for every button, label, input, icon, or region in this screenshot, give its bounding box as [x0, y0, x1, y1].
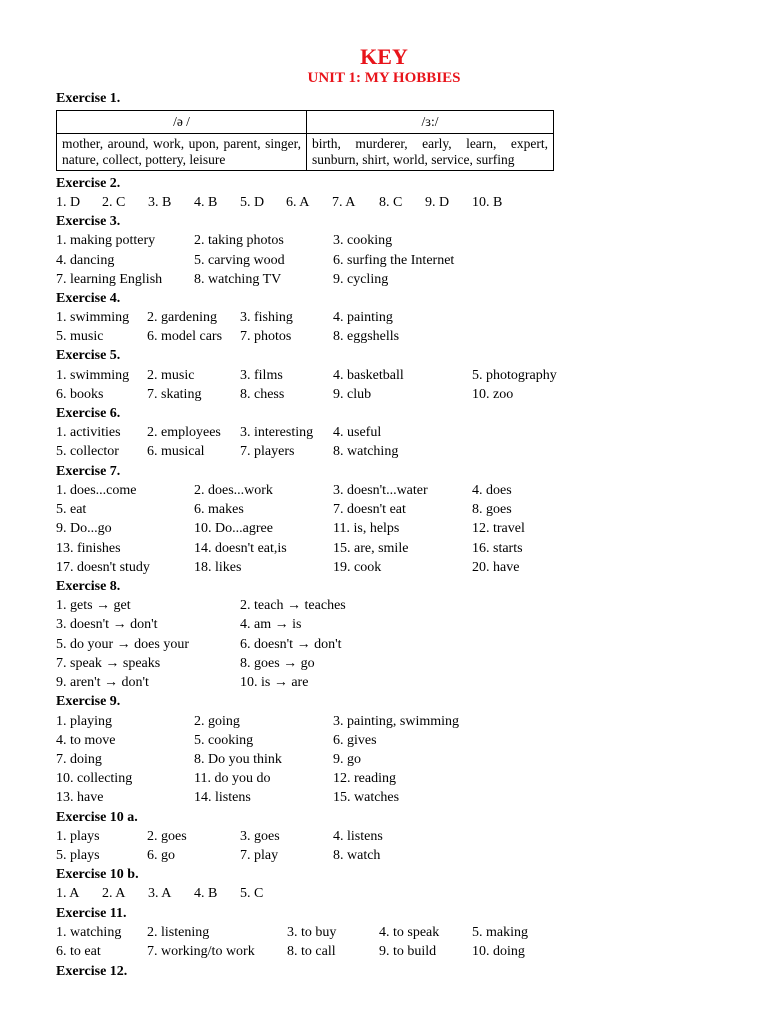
- answer-item: 3. cooking: [333, 233, 393, 248]
- answer-item: 8. goes → go: [240, 656, 315, 671]
- exercise-7-answer-row: [56, 521, 756, 540]
- exercise-4-answer-row: [56, 310, 756, 329]
- exercise-7-answer-row: [56, 560, 756, 579]
- unit-title: UNIT 1: MY HOBBIES: [307, 70, 461, 86]
- answer-item: 2. gardening: [147, 310, 217, 325]
- answer-item: 4. to speak: [379, 925, 440, 940]
- exercise-11-answer-row: [56, 925, 756, 944]
- answer-item: 6. surfing the Internet: [333, 253, 455, 268]
- answer-item: 2. C: [102, 195, 126, 210]
- answer-item: 5. plays: [56, 848, 100, 863]
- answer-item: 13. have: [56, 790, 104, 805]
- schwa-words-cell: mother, around, work, upon, parent, singer, nature, collect, pottery, leisure: [57, 134, 307, 171]
- answer-item: 2. does...work: [194, 483, 273, 498]
- answer-item: 9. to build: [379, 944, 437, 959]
- exercise-8-answer-row: [56, 637, 756, 656]
- answer-item: 7. learning English: [56, 272, 163, 287]
- answer-item: 17. doesn't study: [56, 560, 150, 575]
- exercise-9-answer-row: [56, 790, 756, 809]
- answer-item: 10. Do...agree: [194, 521, 273, 536]
- exercise-9-answer-row: [56, 752, 756, 771]
- answer-item: 4. listens: [333, 829, 383, 844]
- answer-item: 8. watching: [333, 444, 399, 459]
- exercise-10b-heading: Exercise 10 b.: [56, 867, 139, 882]
- answer-item: 14. listens: [194, 790, 251, 805]
- answer-item: 16. starts: [472, 541, 523, 556]
- exercise-10a-answer-row: [56, 848, 756, 867]
- answer-item: 1. gets → get: [56, 598, 131, 613]
- er-column-header: /ɜ:/: [307, 111, 554, 134]
- exercise-10b-answer-row: [56, 886, 756, 905]
- exercise-8-answer-row: [56, 598, 756, 617]
- exercise-7-answer-row: [56, 502, 756, 521]
- answer-item: 9. club: [333, 387, 372, 402]
- exercise-3-heading: Exercise 3.: [56, 214, 121, 229]
- exercise-3-answer-row: [56, 253, 756, 272]
- answer-item: 5. D: [240, 195, 265, 210]
- answer-item: 1. activities: [56, 425, 121, 440]
- answer-item: 6. musical: [147, 444, 205, 459]
- answer-item: 11. do you do: [194, 771, 271, 786]
- schwa-column-header: /ə /: [57, 111, 307, 134]
- answer-item: 2. music: [147, 368, 195, 383]
- answer-item: 7. players: [240, 444, 295, 459]
- exercise-10a-answer-row: [56, 829, 756, 848]
- answer-item: 5. carving wood: [194, 253, 285, 268]
- exercise-3-answer-row: [56, 233, 756, 252]
- answer-item: 5. do your → does your: [56, 637, 189, 652]
- answer-item: 5. collector: [56, 444, 119, 459]
- answer-item: 10. is → are: [240, 675, 309, 690]
- answer-item: 3. painting, swimming: [333, 714, 459, 729]
- answer-item: 3. films: [240, 368, 283, 383]
- exercise-7-heading: Exercise 7.: [56, 464, 121, 479]
- exercise-4-answer-row: [56, 329, 756, 348]
- answer-item: 9. cycling: [333, 272, 389, 287]
- exercise-4-heading: Exercise 4.: [56, 291, 121, 306]
- answer-item: 6. model cars: [147, 329, 223, 344]
- answer-item: 2. going: [194, 714, 240, 729]
- answer-item: 10. collecting: [56, 771, 133, 786]
- answer-item: 9. Do...go: [56, 521, 112, 536]
- exercise-8-answer-row: [56, 656, 756, 675]
- answer-item: 12. reading: [333, 771, 396, 786]
- answer-item: 1. playing: [56, 714, 112, 729]
- answer-item: 4. B: [194, 195, 218, 210]
- exercise-8-answer-row: [56, 675, 756, 694]
- answer-item: 8. chess: [240, 387, 285, 402]
- answer-item: 8. watching TV: [194, 272, 282, 287]
- answer-item: 7. play: [240, 848, 279, 863]
- answer-item: 7. speak → speaks: [56, 656, 161, 671]
- answer-item: 2. employees: [147, 425, 221, 440]
- answer-item: 4. am → is: [240, 617, 302, 632]
- answer-item: 4. useful: [333, 425, 382, 440]
- answer-item: 8. C: [379, 195, 403, 210]
- answer-item: 8. Do you think: [194, 752, 282, 767]
- exercise-1-heading: Exercise 1.: [56, 91, 121, 106]
- answer-item: 1. plays: [56, 829, 100, 844]
- answer-item: 8. to call: [287, 944, 336, 959]
- answer-item: 5. C: [240, 886, 264, 901]
- answer-item: 3. interesting: [240, 425, 314, 440]
- answer-item: 6. makes: [194, 502, 244, 517]
- answer-item: 15. are, smile: [333, 541, 409, 556]
- exercise-9-heading: Exercise 9.: [56, 694, 121, 709]
- exercise-10a-heading: Exercise 10 a.: [56, 810, 138, 825]
- answer-item: 19. cook: [333, 560, 382, 575]
- answer-item: 10. zoo: [472, 387, 514, 402]
- exercise-9-answer-row: [56, 771, 756, 790]
- answer-item: 7. doesn't eat: [333, 502, 406, 517]
- answer-item: 5. music: [56, 329, 104, 344]
- answer-item: 4. B: [194, 886, 218, 901]
- answer-item: 1. A: [56, 886, 80, 901]
- answer-item: 15. watches: [333, 790, 400, 805]
- exercise-8-heading: Exercise 8.: [56, 579, 121, 594]
- answer-item: 6. to eat: [56, 944, 101, 959]
- answer-item: 8. eggshells: [333, 329, 400, 344]
- answer-item: 7. doing: [56, 752, 102, 767]
- sound-table: [56, 110, 554, 171]
- answer-item: 5. cooking: [194, 733, 254, 748]
- answer-item: 3. fishing: [240, 310, 293, 325]
- answer-item: 6. doesn't → don't: [240, 637, 342, 652]
- answer-item: 2. listening: [147, 925, 210, 940]
- exercise-11-heading: Exercise 11.: [56, 906, 127, 921]
- answer-item: 5. photography: [472, 368, 557, 383]
- answer-item: 3. doesn't → don't: [56, 617, 158, 632]
- answer-item: 8. watch: [333, 848, 381, 863]
- answer-item: 18. likes: [194, 560, 242, 575]
- sound-table-row: [57, 134, 554, 171]
- exercise-2-answer-row: [56, 195, 756, 214]
- answer-item: 7. photos: [240, 329, 292, 344]
- exercise-5-answer-row: [56, 387, 756, 406]
- exercise-9-answer-row: [56, 733, 756, 752]
- exercise-5-heading: Exercise 5.: [56, 348, 121, 363]
- answer-item: 6. gives: [333, 733, 377, 748]
- answer-item: 1. does...come: [56, 483, 137, 498]
- answer-item: 2. A: [102, 886, 126, 901]
- answer-item: 11. is, helps: [333, 521, 400, 536]
- answer-item: 5. making: [472, 925, 528, 940]
- answer-item: 1. watching: [56, 925, 122, 940]
- answer-item: 4. dancing: [56, 253, 115, 268]
- exercise-12-heading: Exercise 12.: [56, 964, 128, 979]
- answer-item: 9. D: [425, 195, 450, 210]
- answer-item: 6. books: [56, 387, 104, 402]
- exercise-2-heading: Exercise 2.: [56, 176, 121, 191]
- answer-item: 2. goes: [147, 829, 187, 844]
- answer-item: 12. travel: [472, 521, 525, 536]
- answer-item: 5. eat: [56, 502, 87, 517]
- answer-item: 2. teach → teaches: [240, 598, 346, 613]
- answer-item: 20. have: [472, 560, 520, 575]
- answer-item: 13. finishes: [56, 541, 121, 556]
- answer-item: 3. doesn't...water: [333, 483, 428, 498]
- answer-item: 7. working/to work: [147, 944, 255, 959]
- answer-item: 1. D: [56, 195, 81, 210]
- exercise-8-answer-row: [56, 617, 756, 636]
- answer-item: 8. goes: [472, 502, 512, 517]
- answer-item: 6. A: [286, 195, 310, 210]
- answer-item: 2. taking photos: [194, 233, 284, 248]
- exercise-6-answer-row: [56, 444, 756, 463]
- exercise-6-answer-row: [56, 425, 756, 444]
- exercise-5-answer-row: [56, 368, 756, 387]
- answer-item: 7. A: [332, 195, 356, 210]
- exercise-7-answer-row: [56, 483, 756, 502]
- answer-item: 3. B: [148, 195, 172, 210]
- answer-item: 1. making pottery: [56, 233, 156, 248]
- answer-item: 4. to move: [56, 733, 116, 748]
- answer-item: 9. go: [333, 752, 361, 767]
- exercise-11-answer-row: [56, 944, 756, 963]
- answer-item: 9. aren't → don't: [56, 675, 149, 690]
- exercise-3-answer-row: [56, 272, 756, 291]
- answer-item: 4. painting: [333, 310, 393, 325]
- answer-item: 10. doing: [472, 944, 525, 959]
- answer-item: 3. goes: [240, 829, 280, 844]
- page-title: KEY: [360, 44, 408, 69]
- sound-table-header: [57, 111, 554, 134]
- answer-item: 4. does: [472, 483, 512, 498]
- answer-item: 4. basketball: [333, 368, 404, 383]
- answer-item: 3. A: [148, 886, 172, 901]
- answer-item: 10. B: [472, 195, 503, 210]
- er-words-cell: birth, murderer, early, learn, expert, sunburn, shirt, world, service, surfing: [307, 134, 554, 171]
- answer-item: 3. to buy: [287, 925, 337, 940]
- answer-item: 1. swimming: [56, 368, 130, 383]
- answer-item: 7. skating: [147, 387, 202, 402]
- answer-item: 14. doesn't eat,is: [194, 541, 287, 556]
- answer-item: 1. swimming: [56, 310, 130, 325]
- answer-item: 6. go: [147, 848, 175, 863]
- exercise-9-answer-row: [56, 714, 756, 733]
- exercise-7-answer-row: [56, 541, 756, 560]
- exercise-6-heading: Exercise 6.: [56, 406, 121, 421]
